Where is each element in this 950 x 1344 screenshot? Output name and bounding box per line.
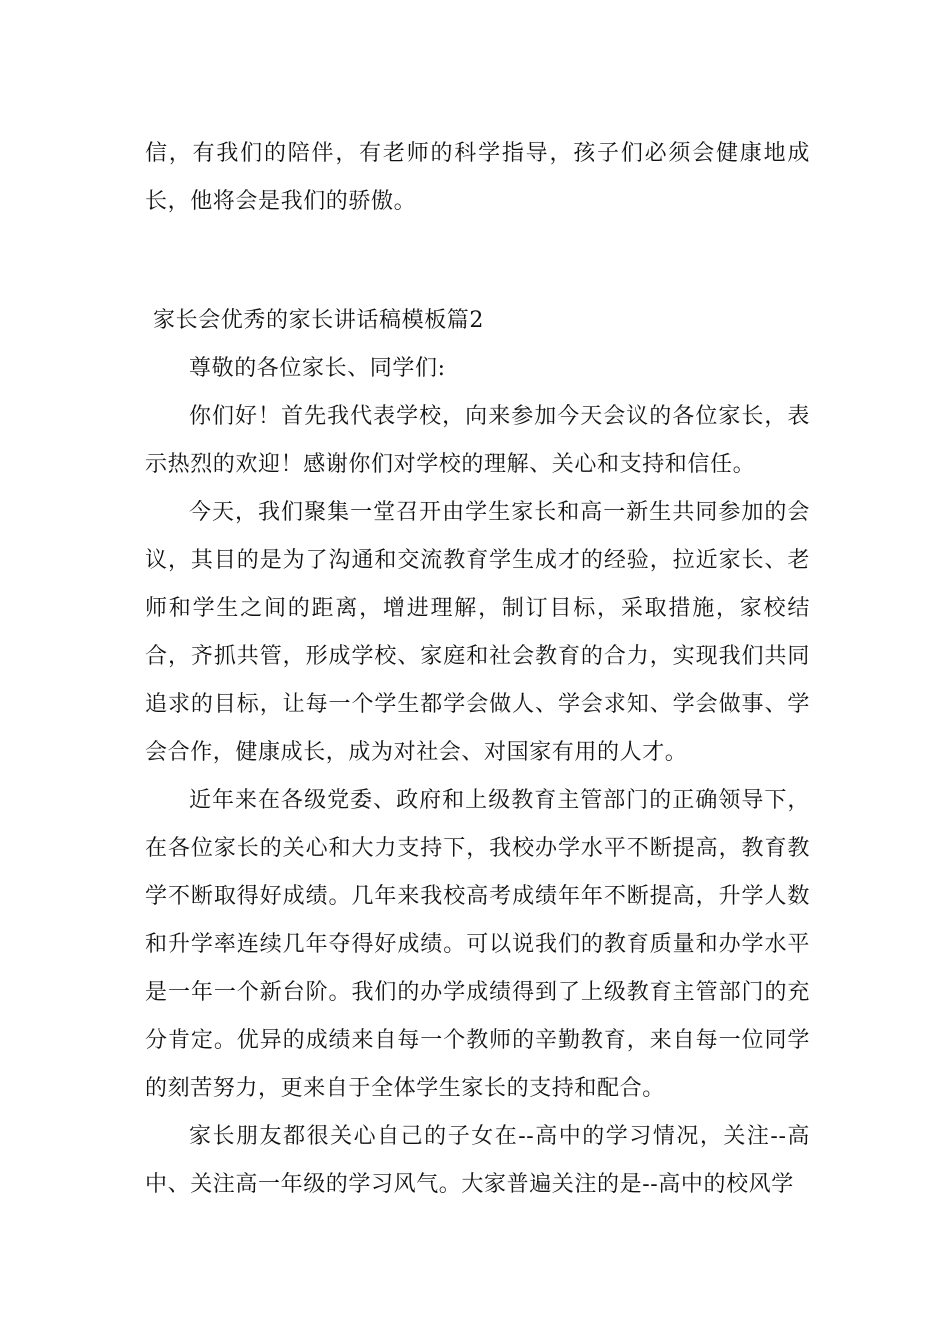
paragraph-achievements: 近年来在各级党委、政府和上级教育主管部门的正确领导下，在各位家长的关心和大力支持下，我校办学水平不断提高，教育教学不断取得好成绩。几年来我校高考成绩年年不断提高，升学人数和升学率连续几年夺得好成绩。可以说我们的教育质量和办学水平是一年一个新台阶。我们的办学成绩得到了上级教育主管部门的充分肯定。优异的成绩来自每一个教师的辛勤教育，来自每一位同学的刻苦努力，更来自于全体学生家长的支持和配合。 (145, 788, 810, 1101)
paragraph-meeting-purpose: 今天，我们聚集一堂召开由学生家长和高一新生共同参加的会议，其目的是为了沟通和交流教育学生成才的经验，拉近家长、老师和学生之间的距离，增进理解，制订目标，采取措施，家校结合，齐抓共管，形成学校、家庭和社会教育的合力，实现我们共同追求的目标，让每一个学生都学会做人、学会求知、学会做事、学会合作，健康成长，成为对社会、对国家有用的人才。 (145, 500, 810, 765)
paragraph-welcome: 你们好！首先我代表学校，向来参加今天会议的各位家长，表示热烈的欢迎！感谢你们对学校的理解、关心和支持和信任。 (145, 404, 810, 477)
paragraph-parent-concerns: 家长朋友都很关心自己的子女在--高中的学习情况，关注--高中、关注高一年级的学习风气。大家普遍关注的是--高中的校风学 (145, 1124, 810, 1197)
continued-paragraph: 信，有我们的陪伴，有老师的科学指导，孩子们必须会健康地成长，他将会是我们的骄傲。 (145, 141, 810, 214)
salutation: 尊敬的各位家长、同学们: (189, 356, 446, 381)
section-title: 家长会优秀的家长讲话稿模板篇2 (153, 308, 484, 333)
document-body (145, 130, 810, 1209)
